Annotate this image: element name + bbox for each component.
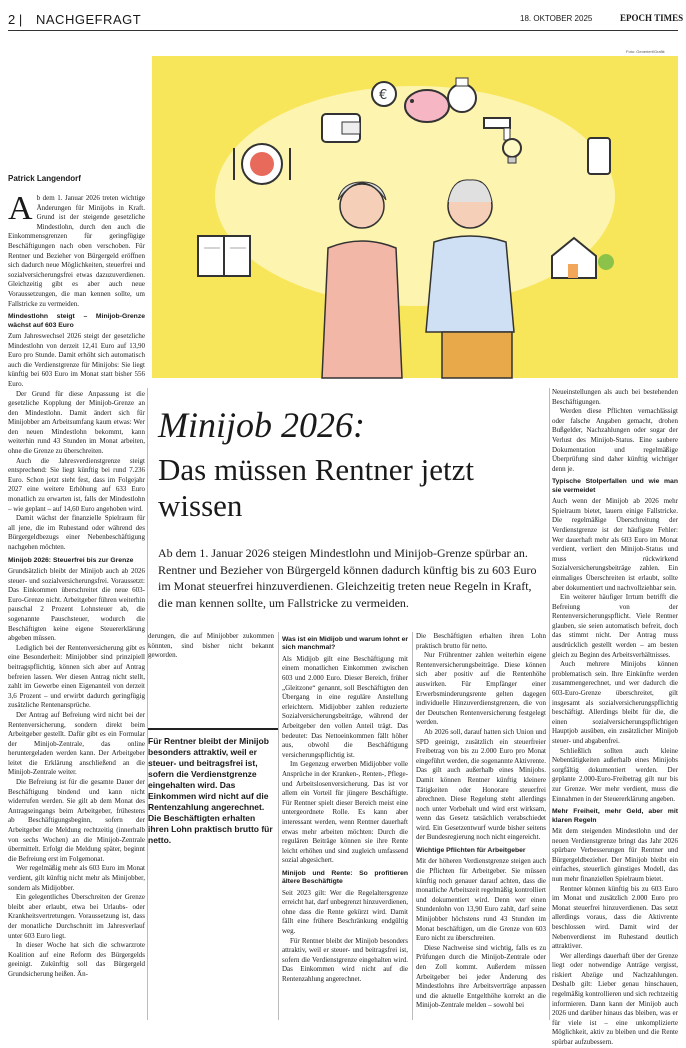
svg-text:€: € bbox=[379, 88, 388, 103]
header-rule bbox=[8, 30, 678, 31]
paragraph: Für Rentner bleibt der Minijob besonders attraktiv, weil er steuer- und beitragsfrei ist, sofern die Verdienstgrenze eingehalten wird. Das Einkommen wird nicht auf die Rentenzahlung angerechnet. bbox=[282, 936, 408, 984]
paragraph: In dieser Woche hat sich die schwarzrote Koalition auf eine Reform des Bürgergelds geeinigt. Zukünftig soll das Bürgergeld Grundsicherung heißen. Än- bbox=[8, 941, 145, 978]
subheading: Was ist ein Midijob und warum lohnt er sich manchmal? bbox=[282, 636, 408, 652]
paragraph: Auch die Jahresverdienstgrenze steigt entsprechend: Sie liegt künftig bei rund 7.236 Euro. Schon jetzt steht fest, dass im Folgejahr 2027 eine weitere Erhöhung auf 633 Euro monatlich zu erwarten ist, falls der Mindestlohn – wie geplant – auf 14,60 Euro angehoben wird. bbox=[8, 456, 145, 513]
subheading: Minijob und Rente: So profitieren ältere Beschäftigte bbox=[282, 869, 408, 886]
issue-date: 18. OKTOBER 2025 bbox=[520, 14, 593, 23]
headline-line-2: Das müssen Rentner jetzt wissen bbox=[158, 452, 474, 523]
subheading: Wichtige Pflichten für Arbeitgeber bbox=[416, 847, 526, 855]
paragraph: Die Beschäftigten erhalten ihren Lohn praktisch brutto für netto. bbox=[416, 632, 546, 650]
paragraph: Grundsätzlich bleibt der Minijob auch ab 2026 steuer- und sozialversicherungsfrei. Voraussetzt: Das Einkommen überschreitet die neue 603-Euro-Grenze nicht. Arbeitgeber führen weiterhin pauschal 2 Prozent Lohnsteuer ab, die sogenannte Pauschsteuer, wodurch die Beschäftigten keine eigene Steuererklärung abgeben müssen. bbox=[8, 567, 145, 643]
money-bag-icon bbox=[448, 78, 476, 112]
column-divider bbox=[549, 388, 550, 1020]
smartphone-icon bbox=[588, 138, 610, 174]
page-number: 2 | bbox=[8, 12, 23, 27]
paragraph: derungen, die auf Minijobber zukommen könnten, sind bisher nicht bekannt geworden. bbox=[148, 632, 274, 660]
paragraph: Wer regelmäßig mehr als 603 Euro im Monat verdient, gilt künftig nicht mehr als Minijobber, sondern als Midijobber. bbox=[8, 864, 145, 892]
paragraph: Auch wenn der Minijob ab 2026 mehr Spielraum bietet, lauern einige Fallstricke. Die regelmäßige Überschreitung der Verdienstgrenze ist der häufigste Fehler: Wer dauerhaft mehr als 603 Euro im Monat verdient, verliert den Minijob-Status und muss rückwirkend Sozialversicherungsbeiträge zahlen. Ein einmaliges Überschreiten ist erlaubt, sollte aber dokumentiert und nachvollziehbar sein. bbox=[552, 497, 678, 592]
pull-quote: Für Rentner bleibt der Minijob besonders attraktiv, weil er steuer- und beitragsfrei ist, sofern die Verdienstgrenze eingehalten wird. Das Einkommen wird nicht auf die Rentenzahlung angerechnet. Die Beschäftigten erhalten ihren Lohn praktisch brutto für netto. bbox=[148, 728, 278, 876]
paragraph: Mit der höheren Verdienstgrenze steigen auch die Pflichten für Arbeitgeber. Sie müssen künftig noch genauer darauf achten, dass die monatliche Arbeitszeit regelmäßig kontrolliert und dokumentiert wird. Denn wer einen Stundenlohn von 13,90 Euro zahlt, darf seine Minijobber höchstens rund 43 Stunden im Monat beschäftigen, um die Grenze von 603 Euro nicht zu überschreiten. bbox=[416, 857, 546, 943]
paragraph: Als Midijob gilt eine Beschäftigung mit einem monatlichen Einkommen zwischen 603 und 2.000 Euro. Dieser Bereich, früher „Gleitzone“ genannt, soll Beschäftigten den Übergang in eine reguläre Anstellung erleichtern. Midijobber zahlen reduzierte Sozialversicherungsbeiträge, während der Arbeitgeber den vollen Anteil trägt. Das bedeutet: Das Nettoeinkommen fällt höher aus, obwohl die Beschäftigung versicherungspflichtig ist. bbox=[282, 654, 408, 759]
paragraph: Rentner können künftig bis zu 603 Euro im Monat und zusätzlich 2.000 Euro pro Monat steuerfrei hinzuverdienen. Das setzt allerdings voraus, dass die Aktivrente beschlossen wird. Damit wird der Nebenverdienst im Ruhestand deutlich attraktiver. bbox=[552, 884, 678, 951]
article-column-4 bbox=[416, 632, 546, 1020]
paragraph: Wer allerdings dauerhaft über der Grenze liegt oder notwendige Anträge vergisst, riskiert Abzüge und Nachzahlungen. Deshalb gilt: Lieber genau hinschauen, regelmäßig kontrollieren und sich rechtzeitig informieren. Dann kann der Minijob auch 2026 und darüber hinaus das bleiben, was er für viele ist – eine unkomplizierte Möglichkeit, aktiv zu bleiben und die Rente spürbar aufzubessern. bbox=[552, 951, 678, 1047]
article-column-1 bbox=[8, 190, 145, 1020]
photo-credit: Foto: Generiert/Grafik bbox=[626, 49, 665, 54]
paragraph: Auch mehrere Minijobs können problematisch sein. Ihre Einkünfte werden zusammengerechnet, und wer dadurch die 603-Euro-Grenze überschreitet, gilt insgesamt als sozialversicherungspflichtig beschäftigt. Allerdings bleibt für die, die einen sozialversicherungspflichtigen Hauptjob ausüben, ein zusätzlicher Minijob steuer- und abgabenfrei. bbox=[552, 660, 678, 745]
paragraph: Damit wächst der finanzielle Spielraum für all jene, die im Ruhestand oder während des Bürgergeldbezugs einer Nebenbeschäftigung nachgehen möchten. bbox=[8, 514, 145, 551]
paragraph: Ein gelegentliches Überschreiten der Grenze bleibt aber erlaubt, etwa bei Urlaubs- oder Krankheitsvertretungen. Voraussetzung ist, dass der monatliche Durchschnitt im Jahresverlauf unter 603 Euro liegt. bbox=[8, 893, 145, 940]
paragraph: Ab 2026 soll, darauf hatten sich Union und SPD geeinigt, zusätzlich ein steuerfreier Freibetrag von bis zu 2.000 Euro pro Monat eingeführt werden, die sogenannte Aktivrente. Das gilt auch außerhalb eines Minijobs. Damit können Rentner künftig kleinere Tätigkeiten oder Honorare steuerfrei abrechnen. Diese Regelung steht allerdings noch unter Vorbehalt und wird erst wirksam, wenn das Gesetz tatsächlich verabschiedet wird. Ein Gesetzentwurf wurde bisher seitens der Bundesregierung noch nicht eingereicht. bbox=[416, 727, 546, 842]
open-book-icon bbox=[198, 236, 250, 276]
article-column-3 bbox=[282, 632, 408, 1020]
paragraph: Ein weiterer häufiger Irrtum betrifft die Befreiung von der Rentenversicherungspflicht. Viele Rentner glauben, sie seien automatisch befreit, doch das stimmt nicht. Der Antrag muss ausdrücklich gestellt werden – am besten gleich zu Beginn des Arbeitsverhältnisses. bbox=[552, 593, 678, 659]
section-name: NACHGEFRAGT bbox=[36, 12, 142, 27]
subheading: Mindestlohn steigt – Minijob-Grenze wächst auf 603 Euro bbox=[8, 313, 145, 329]
column-divider bbox=[278, 632, 279, 1020]
paragraph: Mit dem steigenden Mindestlohn und der neuen Verdienstgrenze bringt das Jahr 2026 spürbare Verbesserungen für Rentner und Bürgergeldbezieher. Der Minijob bleibt ein einfaches, steuerlich günstiges Modell, das nun mehr finanziellen Spielraum bietet. bbox=[552, 826, 678, 883]
subheading: Mehr Freiheit, mehr Geld, aber mit klaren Regeln bbox=[552, 808, 678, 824]
intro-paragraph: Ab dem 1. Januar 2026 treten wichtige Änderungen für Minijobs in Kraft. Grund ist der steigende gesetzliche Mindestlohn, durch den auch die Einkommensgrenzen für geringfügige Beschäftigungen nach oben verschoben. Für Rentner und Bezieher von Bürgergeld eröffnen sich dadurch neue Möglichkeiten, steuerfrei und sozialversicherungsfrei etwas dazuzuverdienen. Gleichzeitig gibt es aber auch neue Voraussetzungen, die man kennen sollte, um Fallstricke zu vermeiden. bbox=[8, 190, 145, 308]
paragraph: Im Gegenzug erwerben Midijobber volle Ansprüche in der Kranken-, Renten-, Pflege- und Arbeitslosenversicherung. Das ist vor allem ein Vorteil für jüngere Beschäftigte. Für Rentner spielt dieser Bereich meist eine untergeordnete Rolle. Es kann aber interessant werden, wenn Rentner dauerhaft etwas mehr arbeiten möchten: Durch die regulären Beiträge können sie ihre Rente leicht erhöhen und sind zugleich umfassend sozial abgesichert. bbox=[282, 760, 408, 865]
elderly-couple-illustration bbox=[152, 56, 678, 378]
hero-illustration bbox=[152, 56, 678, 378]
paragraph: Seit 2023 gilt: Wer die Regelaltersgrenze erreicht hat, darf unbegrenzt hinzuverdienen, ohne dass die Rente gekürzt wird. Damit fällt eine frühere Beschränkung endgültig weg. bbox=[282, 888, 408, 936]
paragraph: Lediglich bei der Rentenversicherung gibt es eine Besonderheit: Minijobber sind prinzipiell beitragspflichtig, können sich aber auf Antrag befreien lassen. Wer diesen Antrag nicht stellt, zahlt im Gewerbe einen Eigenanteil von derzeit 3,6 Prozent – und erwirbt dadurch geringfügig zusätzliche Rentenansprüche. bbox=[8, 643, 145, 710]
piggy-bank-icon bbox=[405, 90, 449, 122]
article-column-5 bbox=[552, 388, 678, 1047]
drop-cap: A bbox=[8, 190, 33, 227]
paragraph: Nur Frührentner zahlen weiterhin eigene Rentenversicherungsbeiträge. Diese können sich aber positiv auf die Rentenhöhe auswirken. Für Empfänger einer Erwerbsminderungsrente gelten dagegen individuelle Hinzuverdienstgrenzen, die von der Deutschen Rentenversicherung festgelegt werden. bbox=[416, 651, 546, 727]
paragraph: Werden diese Pflichten vernachlässigt oder falsche Angaben gemacht, drohen Bußgelder, Nachzahlungen oder sogar der Verlust des Minijob-Status. Eine saubere Dokumentation und regelmäßige Überprüfung sind daher künftig wichtiger denn je. bbox=[552, 407, 678, 473]
wallet-icon bbox=[322, 114, 360, 142]
euro-coin-icon bbox=[372, 82, 396, 106]
page-header bbox=[0, 0, 686, 36]
author-byline: Patrick Langendorf bbox=[8, 174, 81, 183]
paragraph: Neueinstellungen als auch bei bestehenden Beschäftigungen. bbox=[552, 388, 678, 406]
subheading: Minijob 2026: Steuerfrei bis zur Grenze bbox=[8, 556, 134, 564]
paragraph: Die Befreiung ist für die gesamte Dauer der Beschäftigung bindend und kann nicht widerrufen werden. Sie gilt ab dem Monat des Antragseingangs beim Arbeitgeber, frühestens ab Beschäftigungsbeginn, sofern der Arbeitgeber die Meldung rechtzeitig (innerhalb von sechs Wochen) an die Minijob-Zentrale übermittelt. Erfolgt die Meldung später, beginnt die Befreiung erst im Folgemonat. bbox=[8, 778, 145, 863]
column-divider bbox=[412, 632, 413, 1020]
newspaper-name: EPOCH TIMES bbox=[620, 13, 684, 23]
paragraph: Zum Jahreswechsel 2026 steigt der gesetzliche Mindestlohn von derzeit 12,41 Euro auf 13,90 Euro pro Stunde. Damit erhöht sich automatisch auch die Verdienstgrenze für Minijobs: Sie liegt künftig bei 603 Euro im Monat statt bisher 556 Euro. bbox=[8, 331, 145, 388]
paragraph: Der Antrag auf Befreiung wird nicht bei der Rentenversicherung, sondern direkt beim Arbeitgeber gestellt. Dafür gibt es ein Formular der Minijob-Zentrale, das online heruntergeladen werden kann. Der Arbeitgeber leitet die Erklärung anschließend an die Minijob-Zentrale weiter. bbox=[8, 710, 145, 777]
paragraph: Schließlich sollten auch kleine Nebentätigkeiten außerhalb eines Minijobs sorgfältig dokumentiert werden. Der geplante 2.000-Euro-Freibetrag gilt nur bis zur Grenze. Wer mehr verdient, muss die Einnahmen in der Steuererklärung angeben. bbox=[552, 746, 678, 803]
lead-paragraph: Ab dem 1. Januar 2026 steigen Mindestlohn und Minijob-Grenze spürbar an. Rentner und Bezieher von Bürgergeld können dadurch künftig bis zu 603 Euro im Monat steuerfrei hinzuverdienen. Gleichzeitig treten neue Regeln in Kraft, die man kennen sollte, um Fallstricke zu vermeiden. bbox=[158, 546, 537, 610]
subheading: Typische Stolperfallen und wie man sie vermeidet bbox=[552, 478, 678, 494]
paragraph: Diese Nachweise sind wichtig, falls es zu Prüfungen durch die Minijob-Zentrale oder den Zoll kommt. Außerdem müssen Arbeitgeber bei jeder Änderung des Mindestlohns ihre Arbeitsverträge anpassen und die aktuelle Entgelthöhe korrekt an die Minijob-Zentrale melden – sowohl bei bbox=[416, 943, 546, 1010]
headline-line-1: Minijob 2026: bbox=[158, 405, 365, 445]
paragraph: Der Grund für diese Anpassung ist die gesetzliche Kopplung der Minijob-Grenze an den Mindestlohn. Damit ändert sich für Minijobber am Arbeitsumfang kaum etwas: Wer den neuen Mindestlohn bekommt, kann weiterhin rund 43 Stunden im Monat arbeiten, ohne die Grenze zu überschreiten. bbox=[8, 389, 145, 456]
